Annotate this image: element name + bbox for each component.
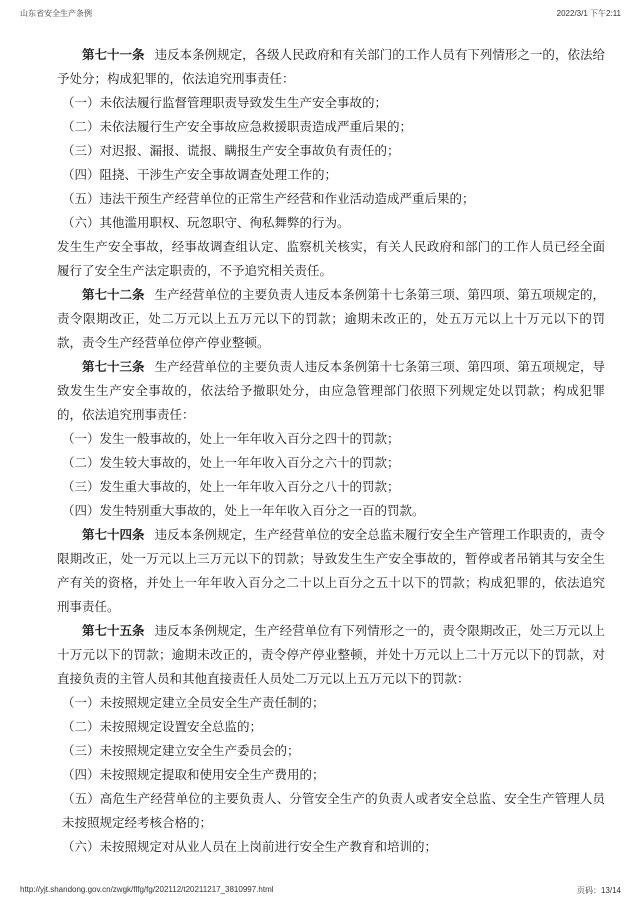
article-text: 违反本条例规定，生产经营单位有下列情形之一的，责令限期改正，处三万元以上十万元以下的罚款；逾期未改正的，责令停产停业整顿，并处十万元以上二十万元以下的罚款，对直接负责的主管人员和其他直接责任人员处二万元以上五万元以下的罚款： <box>57 623 605 686</box>
article-label: 第七十四条 <box>82 527 145 542</box>
paragraph: 发生生产安全事故，经事故调查组认定、监察机关核实，有关人民政府和部门的工作人员已经全面履行了安全生产法定职责的，不予追究相关责任。 <box>57 239 605 278</box>
article-72 <box>57 283 605 355</box>
article-75 <box>57 619 605 691</box>
document-body <box>57 43 605 859</box>
list-item: （三）未按照规定建立安全生产委员会的； <box>62 743 300 758</box>
article-73 <box>57 355 605 427</box>
list-item: （五）高危生产经营单位的主要负责人、分管安全生产的负责人或者安全总监、安全生产管理人员未按照规定经考核合格的； <box>62 791 605 830</box>
page-header <box>20 8 621 22</box>
list-item: （四）发生特别重大事故的，处上一年年收入百分之一百的罚款。 <box>62 503 425 518</box>
list-item: （三）对迟报、漏报、谎报、瞒报生产安全事故负有责任的； <box>62 143 400 158</box>
list-item: （六）其他滥用职权、玩忽职守、徇私舞弊的行为。 <box>62 215 350 230</box>
article-71 <box>57 43 605 91</box>
article-text: 违反本条例规定，生产经营单位的安全总监未履行安全生产管理工作职责的，责令限期改正，处一万元以上三万元以下的罚款；导致发生生产安全事故的，暂停或者吊销其与安全生产有关的资格，并处上一年年收入百分之二十以上百分之五十以下的罚款；构成犯罪的，依法追究刑事责任。 <box>57 527 605 614</box>
list-item: （三）发生重大事故的，处上一年年收入百分之八十的罚款； <box>62 479 400 494</box>
list-item: （一）未依法履行监督管理职责导致发生生产安全事故的； <box>62 95 388 110</box>
list-item: （二）发生较大事故的，处上一年年收入百分之六十的罚款； <box>62 455 400 470</box>
list-item: （一）未按照规定建立全员安全生产责任制的； <box>62 695 325 710</box>
article-text: 生产经营单位的主要负责人违反本条例第十七条第三项、第四项、第五项规定的，责令限期改正，处二万元以上五万元以下的罚款；逾期未改正的，处五万元以上十万元以下的罚款，责令生产经营单位停产停业整顿。 <box>57 287 605 350</box>
article-label: 第七十五条 <box>82 623 145 638</box>
article-text: 违反本条例规定，各级人民政府和有关部门的工作人员有下列情形之一的，依法给予处分；构成犯罪的，依法追究刑事责任： <box>57 47 605 86</box>
article-74 <box>57 523 605 619</box>
list-item: （二）未按照规定设置安全总监的； <box>62 719 263 734</box>
list-item: （四）阻挠、干涉生产安全事故调查处理工作的； <box>62 167 338 182</box>
list-item: （五）违法干预生产经营单位的正常生产经营和作业活动造成严重后果的； <box>62 191 475 206</box>
list-item: （六）未按照规定对从业人员在上岗前进行安全生产教育和培训的； <box>62 839 438 854</box>
article-label: 第七十三条 <box>82 359 145 374</box>
print-datetime: 2022/3/1 下午2:11 <box>556 9 621 18</box>
page-number: 页码：13/14 <box>576 886 621 895</box>
list-item: （一）发生一般事故的，处上一年年收入百分之四十的罚款； <box>62 431 400 446</box>
list-item: （二）未依法履行生产安全事故应急救援职责造成严重后果的； <box>62 119 413 134</box>
page-footer <box>20 885 621 899</box>
article-label: 第七十二条 <box>82 287 145 302</box>
source-url[interactable]: http://yjt.shandong.gov.cn/zwgk/flfg/fg/202112/t20211217_3810997.html <box>20 885 274 894</box>
document-title: 山东省安全生产条例 <box>20 9 92 18</box>
article-text: 生产经营单位的主要负责人违反本条例第十七条第三项、第四项、第五项规定，导致发生生产安全事故的，依法给予撤职处分，由应急管理部门依照下列规定处以罚款；构成犯罪的，依法追究刑事责任： <box>57 359 605 422</box>
list-item: （四）未按照规定提取和使用安全生产费用的； <box>62 767 325 782</box>
article-label: 第七十一条 <box>82 47 145 62</box>
